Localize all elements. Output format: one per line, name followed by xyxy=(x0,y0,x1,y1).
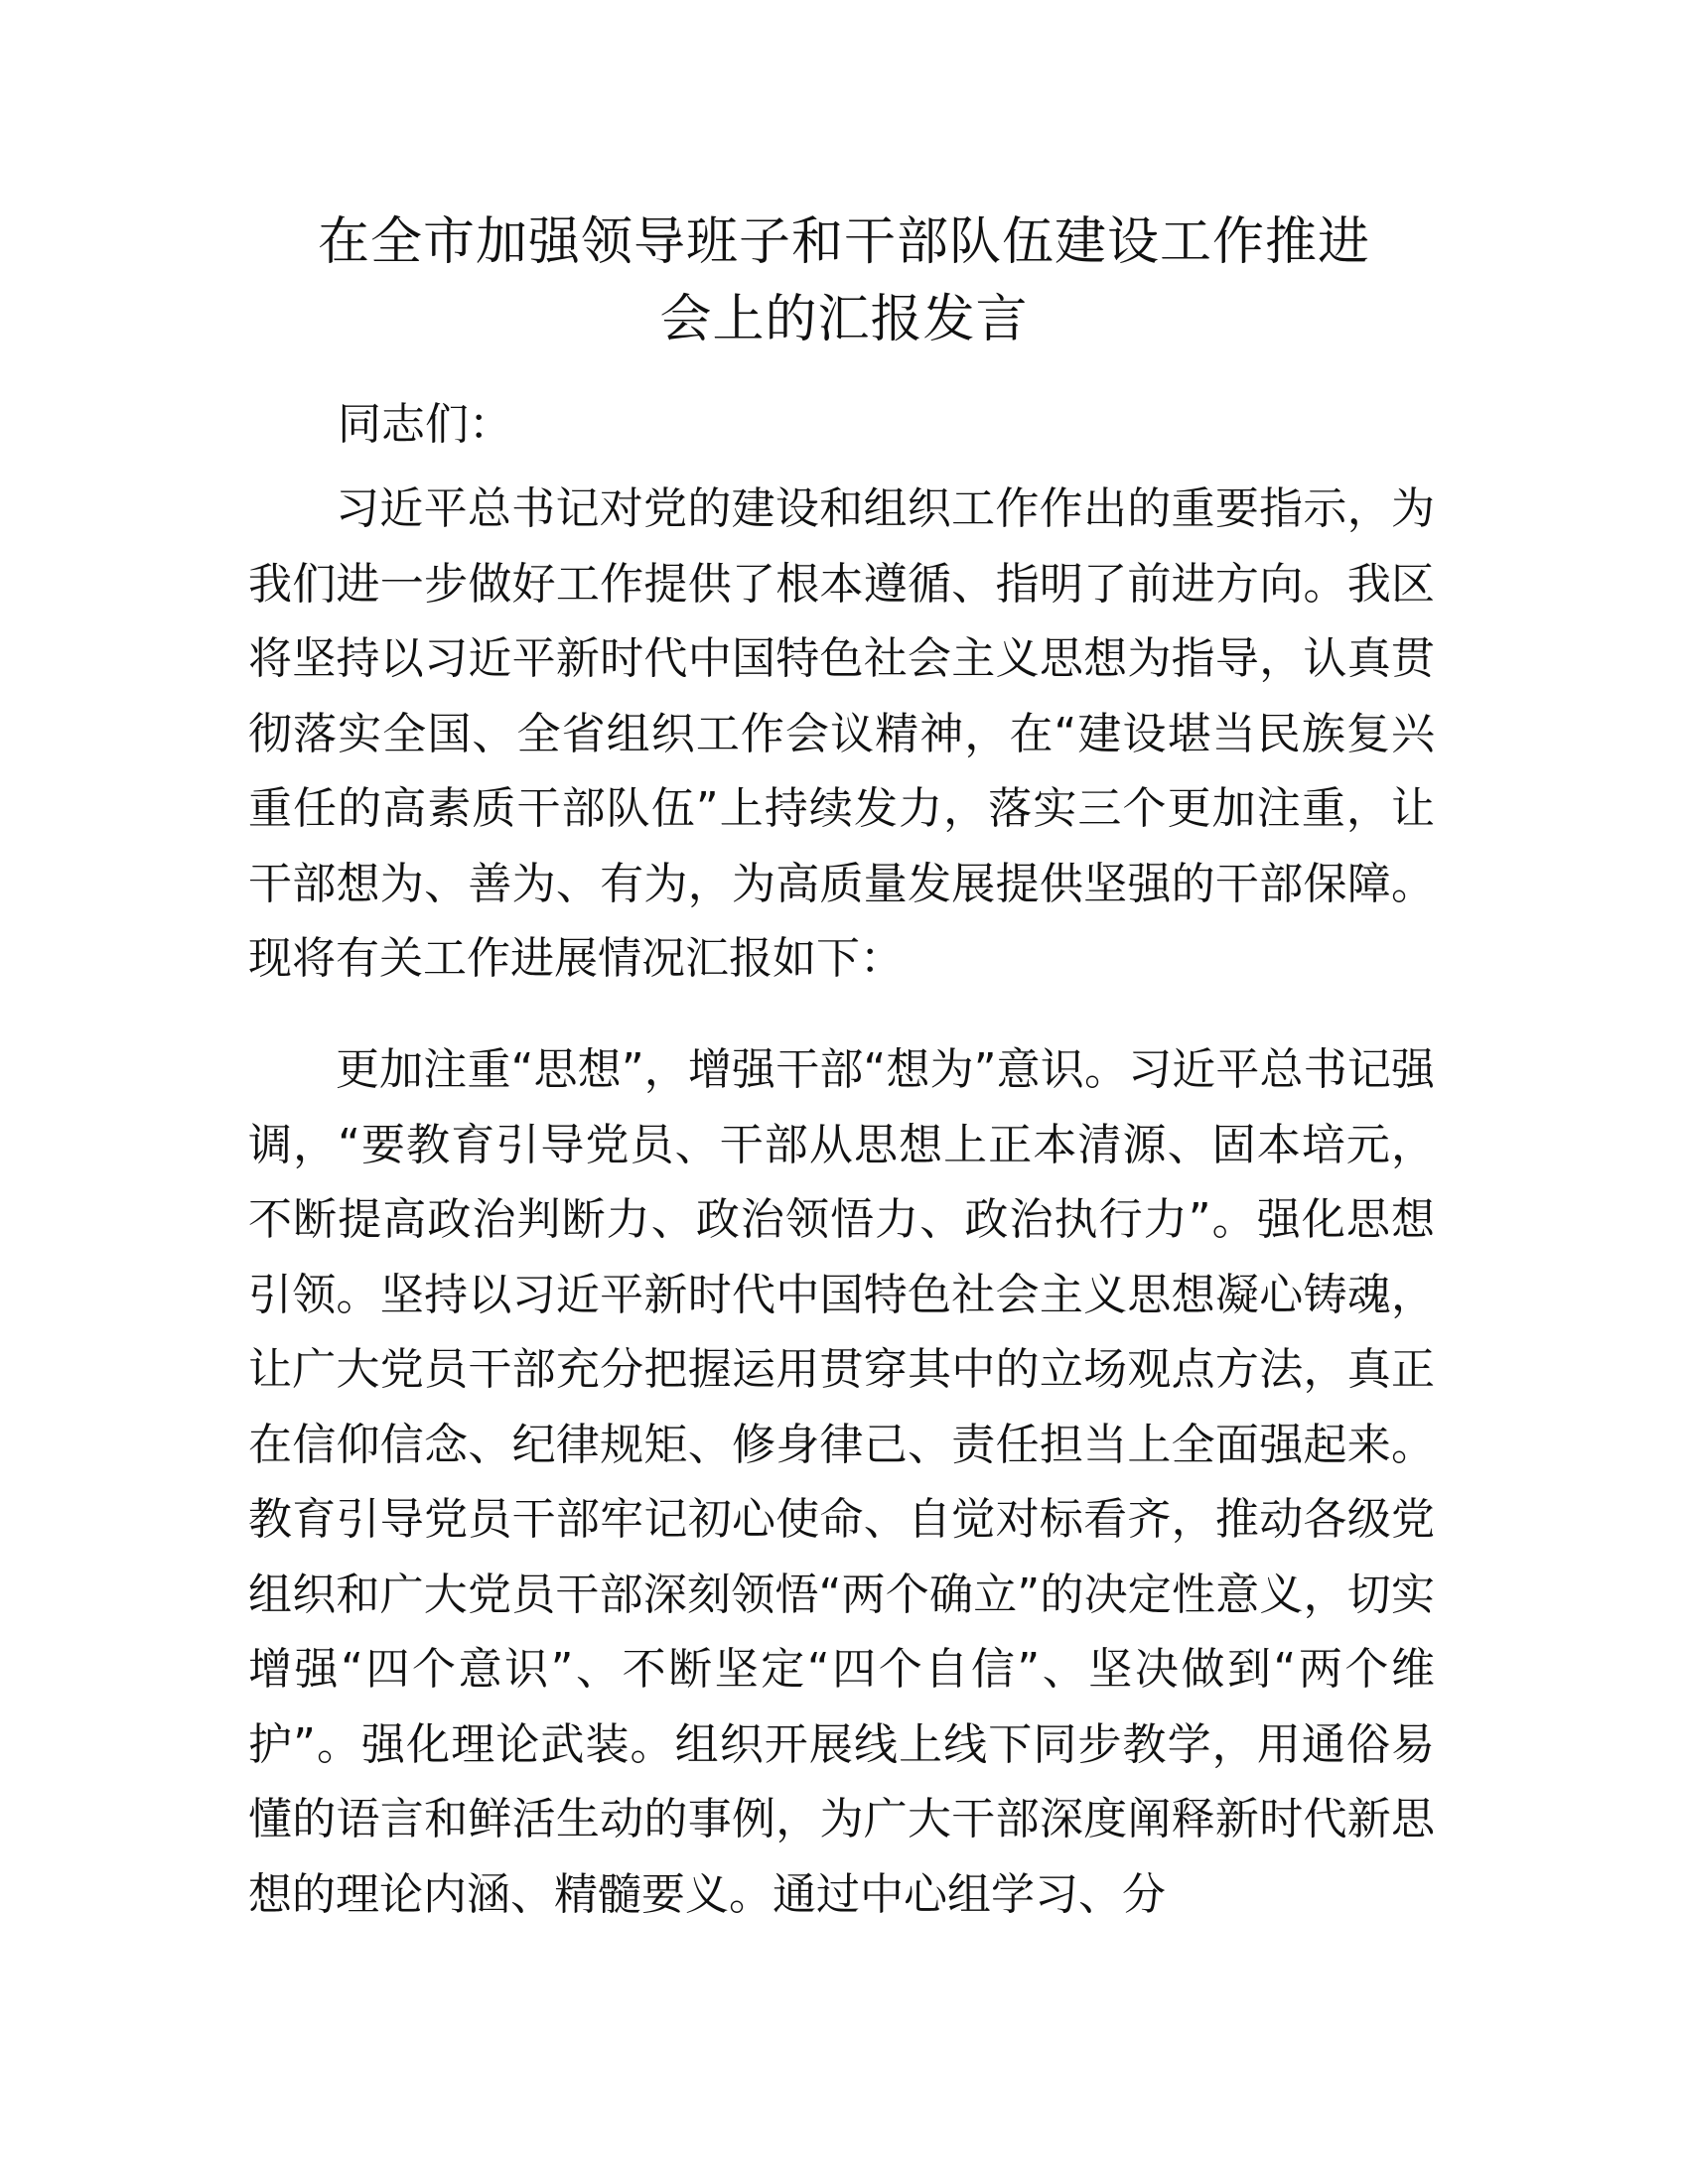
body-paragraph-1: 习近平总书记对党的建设和组织工作作出的重要指示，为我们进一步做好工作提供了根本遵循、指明了前进方向。我区将坚持以习近平新时代中国特色社会主义思想为指导，认真贯彻落实全国、全省组织工作会议精神，在“建设堪当民族复兴重任的高素质干部队伍”上持续发力，落实三个更加注重，让干部想为、善为、有为，为高质量发展提供坚强的干部保障。现将有关工作进展情况汇报如下： xyxy=(248,483,1435,984)
document-title-line-1: 在全市加强领导班子和干部队伍建设工作推进 xyxy=(317,212,1370,272)
body-paragraph-2: 更加注重“思想”，增强干部“想为”意识。习近平总书记强调，“要教育引导党员、干部从思想上正本清源、固本培元，不断提高政治判断力、政治领悟力、政治执行力”。强化思想引领。坚持以习近平新时代中国特色社会主义思想凝心铸魂，让广大党员干部充分把握运用贯穿其中的立场观点方法，真正在信仰信念、纪律规矩、修身律己、责任担当上全面强起来。教育引导党员干部牢记初心使命、自觉对标看齐，推动各级党组织和广大党员干部深刻领悟“两个确立”的决定性意义，切实增强“四个意识”、不断坚定“四个自信”、坚决做到“两个维护”。强化理论武装。组织开展线上线下同步教学，用通俗易懂的语言和鲜活生动的事例，为广大干部深度阐释新时代新思想的理论内涵、精髓要义。通过中心组学习、分 xyxy=(248,1044,1435,1920)
document-title-line-2: 会上的汇报发言 xyxy=(659,290,1029,349)
greeting: 同志们： xyxy=(338,399,512,450)
